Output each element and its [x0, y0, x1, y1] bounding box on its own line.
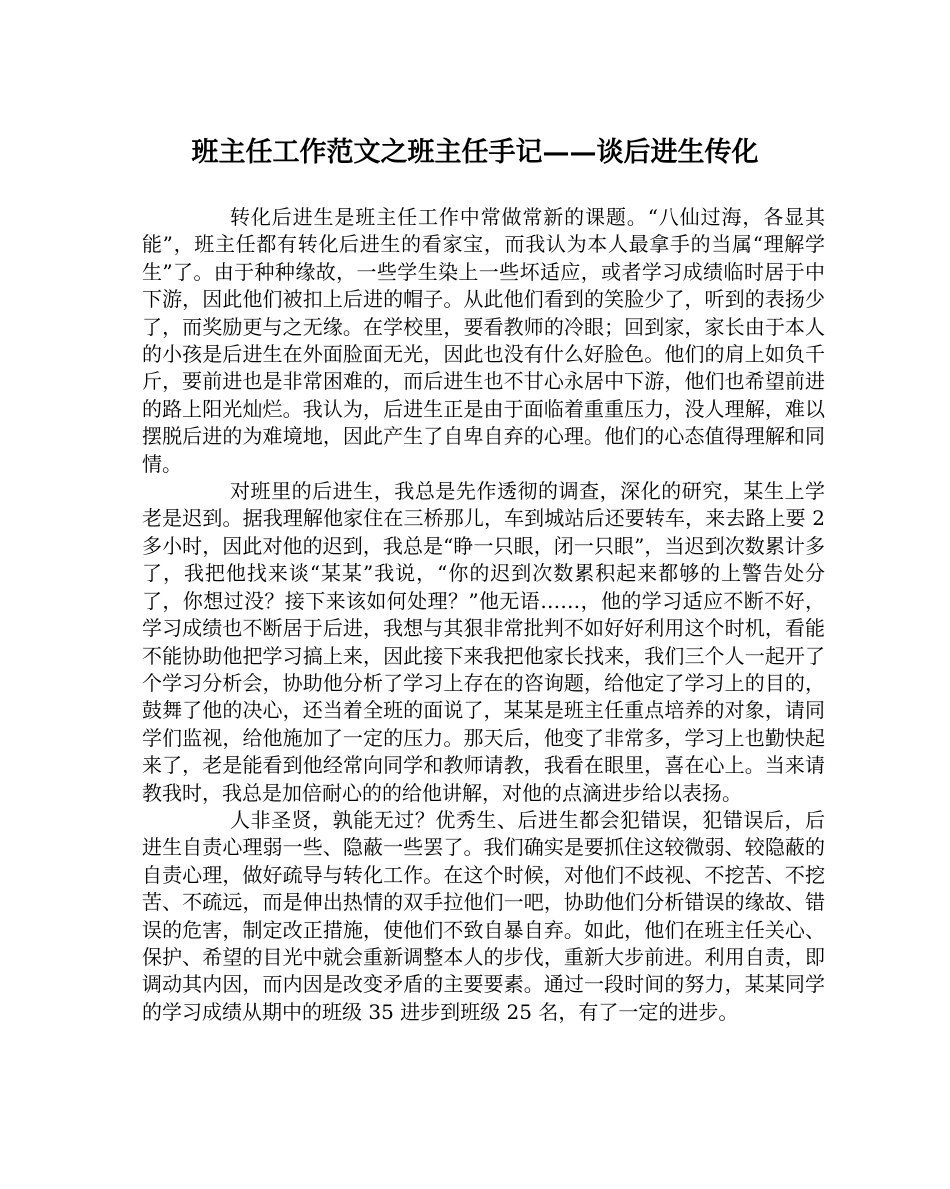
paragraph-3: 人非圣贤，孰能无过？优秀生、后进生都会犯错误，犯错误后，后进生自责心理弱一些、隐蔽一些罢了。我们确实是要抓住这较微弱、较隐蔽的自责心理，做好疏导与转化工作。在这个时候，对他们不歧视、不挖苦、不挖苦、不疏远，而是伸出热情的双手拉他们一吧，协助他们分析错误的缘故、错误的危害，制定改正措施，使他们不致自暴自弃。如此，他们在班主任关心、保护、希望的目光中就会重新调整本人的步伐，重新大步前进。利用自责，即调动其内因，而内因是改变矛盾的主要要素。通过一段时间的努力，某某同学的学习成绩从期中的班级 35 进步到班级 25 名，有了一定的进步。 [142, 807, 825, 1024]
paragraph-2: 对班里的后进生，我总是先作透彻的调查，深化的研究，某生上学老是迟到。据我理解他家住在三桥那儿，车到城站后还要转车，来去路上要 2 多小时，因此对他的迟到，我总是“睁一只眼，闭一只眼”，当迟到次数累计多了，我把他找来谈“某某”我说，“你的迟到次数累积起来都够的上警告处分了，你想过没？接下来该如何处理？”他无语……，他的学习适应不断不好，学习成绩也不断居于后进，我想与其狠非常批判不如好好利用这个时机，看能不能协助他把学习搞上来，因此接下来我把他家长找来，我们三个人一起开了个学习分析会，协助他分析了学习上存在的咨询题，给他定了学习上的目的，鼓舞了他的决心，还当着全班的面说了，某某是班主任重点培养的对象，请同学们监视，给他施加了一定的压力。那天后，他变了非常多，学习上也勤快起来了，老是能看到他经常向同学和教师请教，我看在眼里，喜在心上。当来请教我时，我总是加倍耐心的的给他讲解，对他的点滴进步给以表扬。 [142, 479, 825, 805]
document-body [142, 204, 825, 1026]
paragraph-1: 转化后进生是班主任工作中常做常新的课题。“八仙过海，各显其能”，班主任都有转化后进生的看家宝，而我认为本人最拿手的当属“理解学生”了。由于种种缘故，一些学生染上一些坏适应，或者学习成绩临时居于中下游，因此他们被扣上后进的帽子。从此他们看到的笑脸少了，听到的表扬少了，而奖励更与之无缘。在学校里，要看教师的冷眼；回到家，家长由于本人的小孩是后进生在外面脸面无光，因此也没有什么好脸色。他们的肩上如负千斤，要前进也是非常困难的，而后进生也不甘心永居中下游，他们也希望前进的路上阳光灿烂。我认为，后进生正是由于面临着重重压力，没人理解，难以摆脱后进的为难境地，因此产生了自卑自弃的心理。他们的心态值得理解和同情。 [142, 205, 825, 476]
document-title: 班主任工作范文之班主任手记——谈后进生传化 [191, 137, 759, 168]
